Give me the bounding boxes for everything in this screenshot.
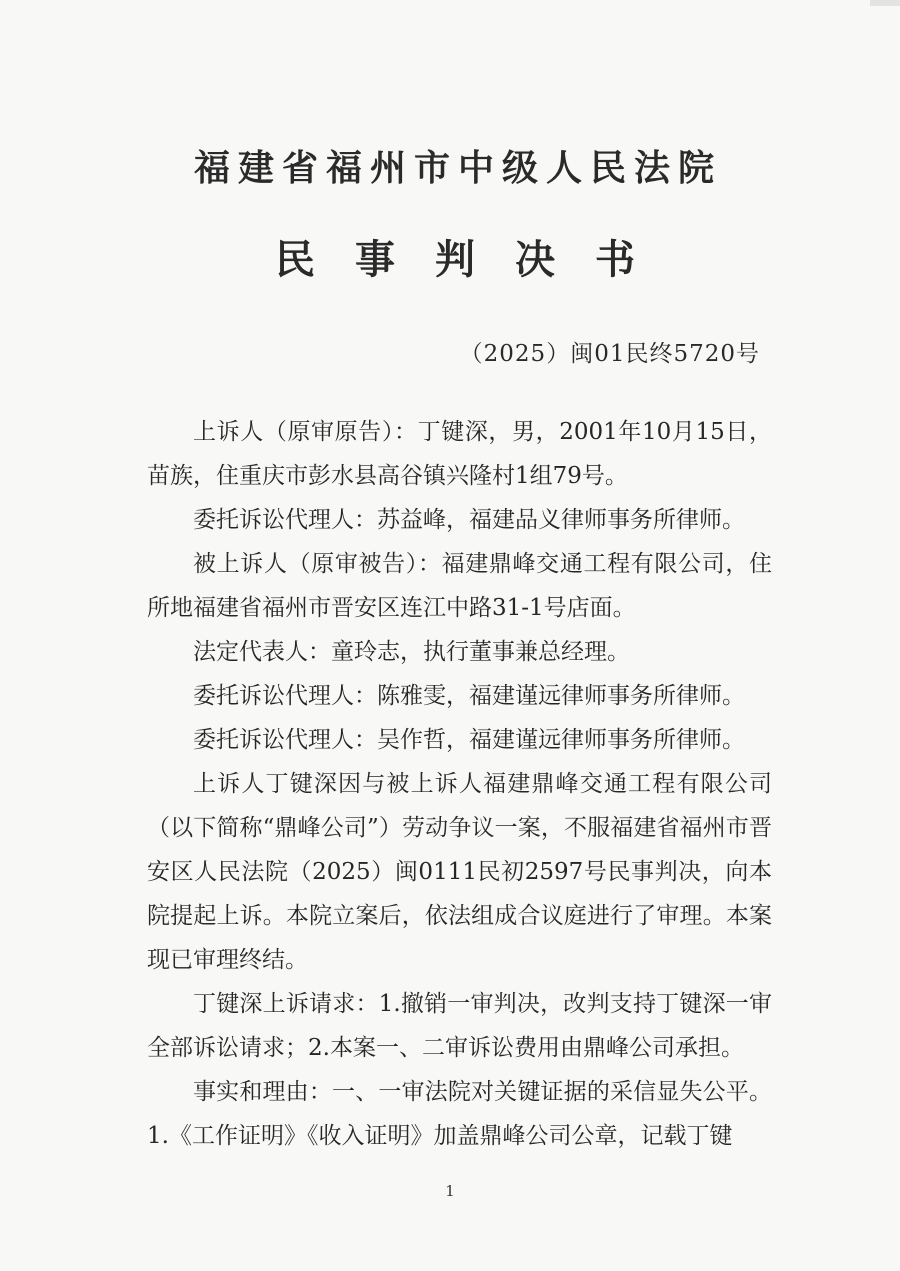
court-name: 福建省福州市中级人民法院	[193, 148, 722, 189]
paragraph-appellant-agent: 委托诉讼代理人：苏益峰，福建品义律师事务所律师。	[193, 507, 745, 533]
page-number: 1	[445, 1182, 455, 1200]
scan-edge-mark	[870, 0, 900, 6]
paragraph-appeal-requests: 丁键深上诉请求：1.撤销一审判决，改判支持丁键深一审全部诉讼请求；2.本案一、二审诉讼费用由鼎峰公司承担。	[147, 991, 772, 1061]
paragraph-legal-representative: 法定代表人：童玲志，执行董事兼总经理。	[193, 639, 630, 665]
paragraph-case-summary: 上诉人丁键深因与被上诉人福建鼎峰交通工程有限公司（以下简称“鼎峰公司”）劳动争议一案，不服福建省福州市晋安区人民法院（2025）闽0111民初2597号民事判决，向本院提起上诉。本院立案后，依法组成合议庭进行了审理。本案现已审理终结。	[147, 771, 772, 973]
case-number: （2025）闽01民终5720号	[459, 341, 760, 367]
paragraph-appellant: 上诉人（原审原告）：丁键深，男，2001年10月15日，苗族，住重庆市彭水县高谷镇兴隆村1组79号。	[147, 419, 772, 489]
paragraph-appellee: 被上诉人（原审被告）：福建鼎峰交通工程有限公司，住所地福建省福州市晋安区连江中路31-1号店面。	[147, 551, 772, 621]
paragraph-appellee-agent-2: 委托诉讼代理人：吴作哲，福建谨远律师事务所律师。	[193, 727, 745, 753]
judgment-body	[147, 410, 772, 1158]
document-type-title: 民事判决书	[275, 237, 675, 283]
paragraph-appellee-agent-1: 委托诉讼代理人：陈雅雯，福建谨远律师事务所律师。	[193, 683, 745, 709]
paragraph-facts-reasons: 事实和理由：一、一审法院对关键证据的采信显失公平。1.《工作证明》《收入证明》加盖鼎峰公司公章，记载丁键	[147, 1079, 772, 1149]
